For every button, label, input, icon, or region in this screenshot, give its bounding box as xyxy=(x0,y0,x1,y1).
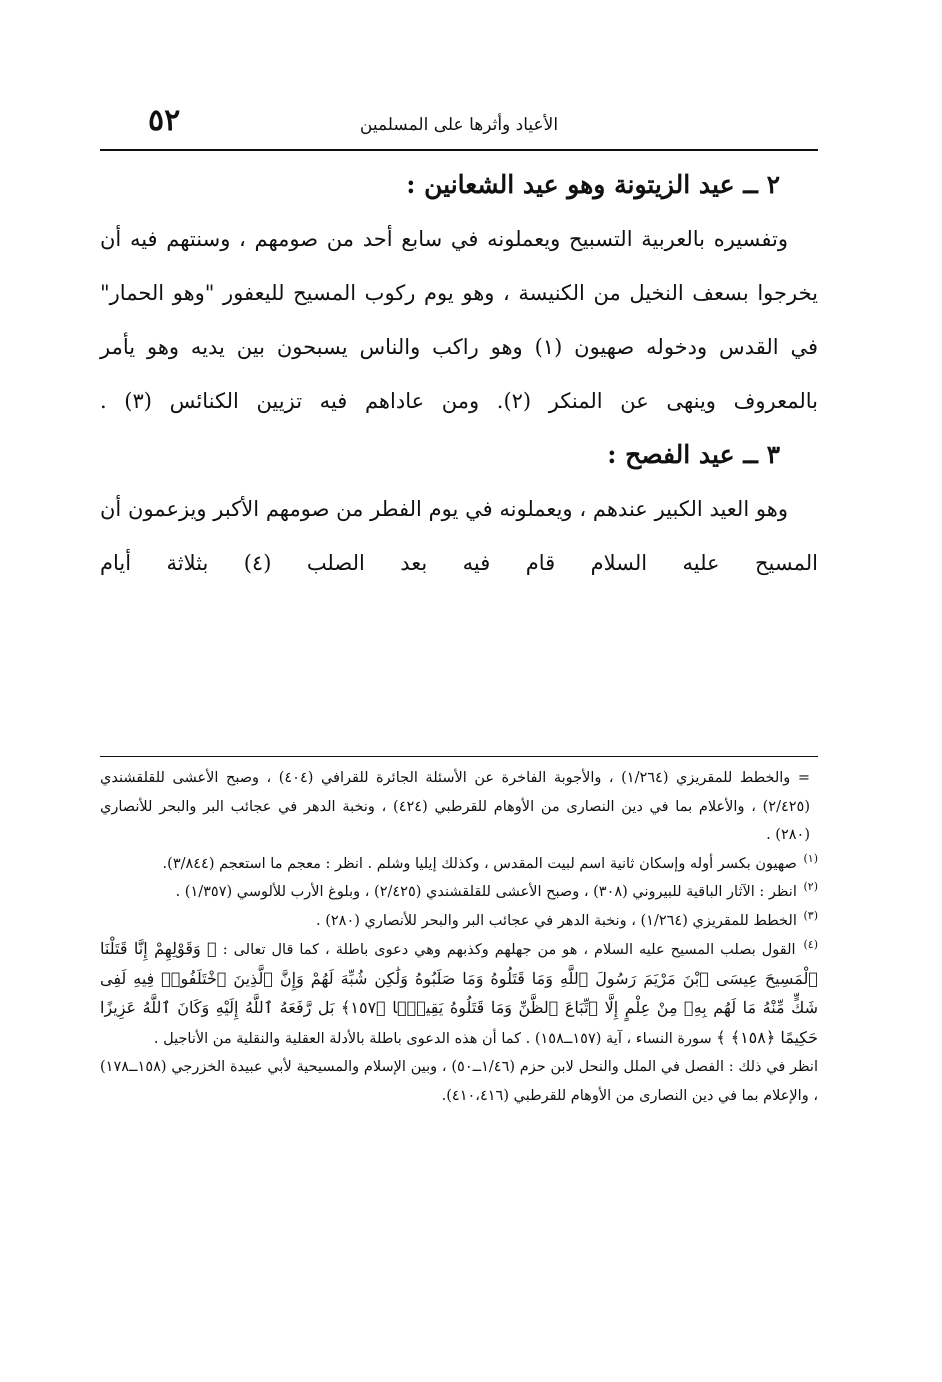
footnote-2-number: (٢) xyxy=(803,880,818,894)
quran-verse: ﴿ وَقَوْلِهِمْ إِنَّا قَتَلْنَا ٱلْمَسِيحَ عِيسَى ٱبْنَ مَرْيَمَ رَسُولَ ٱللَّهِ وَمَا قَتَلُوهُ وَمَا صَلَبُوهُ وَلَٰكِن شُبِّهَ لَهُمْ وَإِنَّ ٱلَّذِينَ ٱخْتَلَفُوا۟ فِيهِ لَفِى شَكٍّ مِّنْهُ مَا لَهُم بِهِۦ مِنْ عِلْمٍ إِلَّا ٱتِّبَاعَ ٱلظَّنِّ وَمَا قَتَلُوهُ يَقِينًۢا ﴿١٥٧﴾ بَل رَّفَعَهُ ٱللَّهُ إِلَيْهِ وَكَانَ ٱللَّهُ عَزِيزًا حَكِيمًا ﴿١٥٨﴾ ﴾ xyxy=(100,939,819,1047)
footnote-3-text: الخطط للمقريزي (١/٢٦٤) ، ونخبة الدهر في عجائب البر والبحر للأنصاري (٢٨٠) . xyxy=(315,912,797,929)
footnote-4-references: انظر في ذلك : الفصل في الملل والنحل لابن حزم (١/٤٦ــ٥٠) ، وبين الإسلام والمسيحية لأبي عبيدة الخزرجي (١٥٨ــ١٧٨) ، والإعلام بما في دين النصارى من الأوهام للقرطبي (٤١٠،٤١٦). xyxy=(100,1059,818,1104)
footnote-3 xyxy=(100,907,818,936)
footnote-1 xyxy=(100,850,818,879)
section-3-paragraph: وهو العيد الكبير عندهم ، ويعملونه في يوم الفطر من صومهم الأكبر ويزعمون أن المسيح عليه السلام قام فيه بعد الصلب (٤) بثلاثة أيام xyxy=(100,497,818,575)
running-title: الأعياد وأثرها على المسلمين xyxy=(359,115,559,135)
footnote-3-number: (٣) xyxy=(803,908,818,922)
footnote-4-number: (٤) xyxy=(803,938,819,952)
footnote-4-intro: القول بصلب المسيح عليه السلام ، هو من جهلهم وكذبهم وهي دعوى باطلة ، كما قال تعالى : xyxy=(222,942,796,958)
header-rule xyxy=(100,149,818,151)
section-2-paragraph: وتفسيره بالعربية التسبيح ويعملونه في سابع أحد من صومهم ، وسنتهم فيه أن يخرجوا بسعف النخيل من الكنيسة ، وهو يوم ركوب المسيح لليعفور "وهو الحمار" في القدس ودخوله صهيون (١) وهو راكب والناس يسبحون بين يديه وهو يأمر بالمعروف وينهى عن المنكر (٢). ومن عاداهم فيه تزيين الكنائس (٣) . xyxy=(100,227,818,413)
footnote-4 xyxy=(100,935,818,1053)
footnotes xyxy=(100,764,818,1110)
footnote-4-surah-reference: سورة النساء ، آية (١٥٧ــ١٥٨) . كما أن هذه الدعوى باطلة بالأدلة العقلية والنقلية من الأناجيل . xyxy=(153,1030,712,1047)
page-header xyxy=(100,95,818,145)
section-heading-3: ٣ ــ عيد الفصح : xyxy=(607,440,780,469)
page-number: ٥٢ xyxy=(148,103,181,138)
main-text xyxy=(100,158,818,590)
section-heading-2: ٢ ــ عيد الزيتونة وهو عيد الشعانين : xyxy=(406,170,780,199)
footnote-2-text: انظر : الآثار الباقية للبيروني (٣٠٨) ، وصبح الأعشى للقلقشندي (٢/٤٢٥) ، وبلوغ الأرب للألوسي (١/٣٥٧) . xyxy=(175,884,797,900)
footnote-2 xyxy=(100,878,818,907)
footnote-continued: = والخطط للمقريزي (١/٢٦٤) ، والأجوبة الفاخرة عن الأسئلة الجائرة للقرافي (٤٠٤) ، وصبح الأعشى للقلقشندي (٢/٤٢٥) ، والأعلام بما في دين النصارى من الأوهام للقرطبي (٤٢٤) ، ونخبة الدهر في عجائب البر والبحر للأنصاري (٢٨٠) . xyxy=(100,770,811,843)
footnote-1-number: (١) xyxy=(803,851,818,865)
footnote-rule xyxy=(100,756,818,757)
footnote-1-text: صهيون بكسر أوله وإسكان ثانية اسم لبيت المقدس ، وكذلك إيليا وشلم . انظر : معجم ما استعجم (٣/٨٤٤). xyxy=(162,855,797,872)
